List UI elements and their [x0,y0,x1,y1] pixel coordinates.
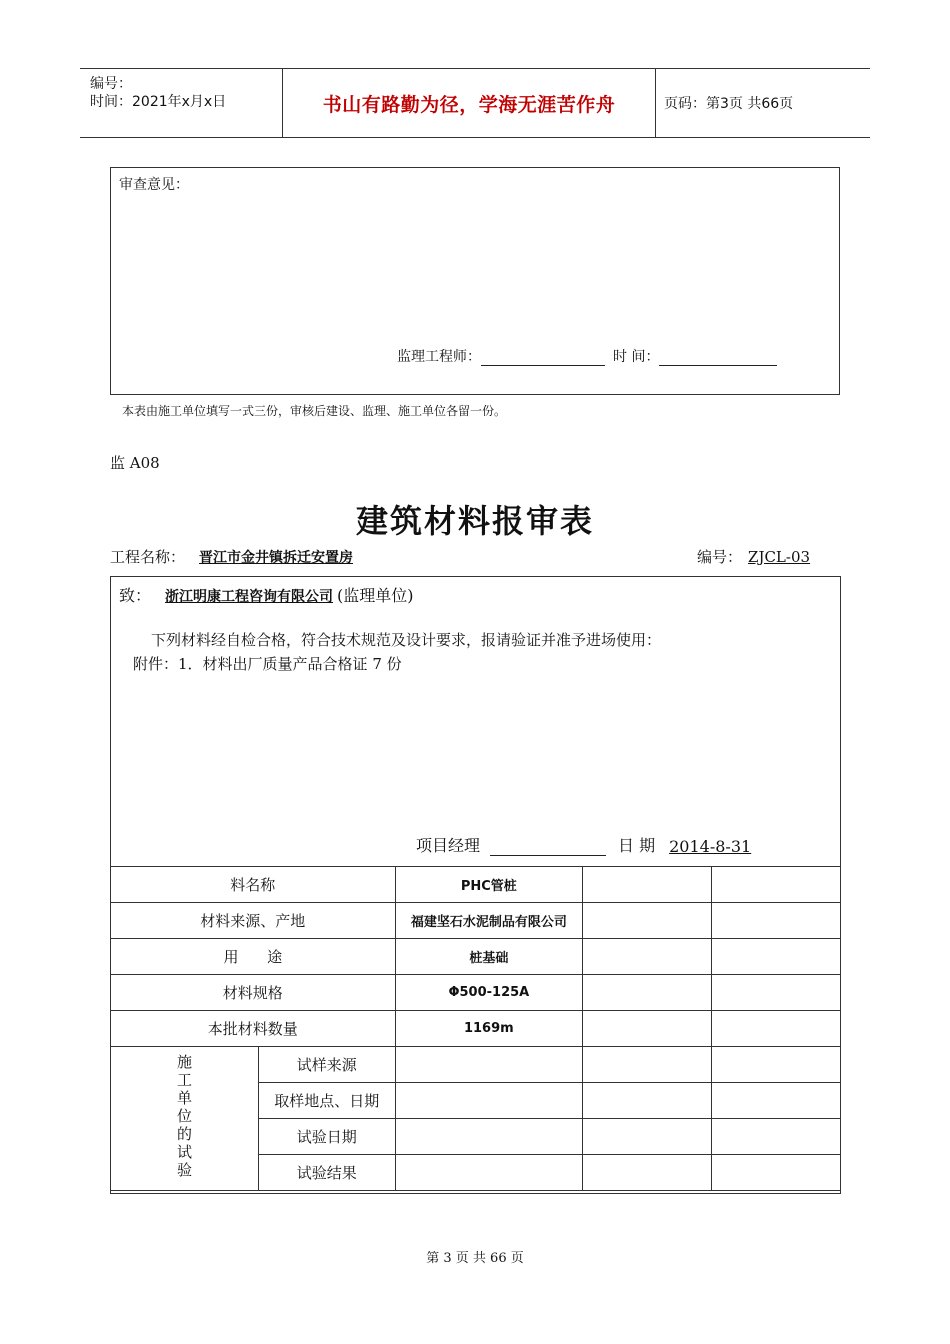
row-value: 1169m [395,1011,582,1047]
number-value: ZJCL-03 [748,548,811,566]
recipient-line [119,583,414,606]
empty-cell[interactable] [712,975,841,1011]
recipient-suffix: (监理单位) [337,586,414,605]
project-name: 晋江市金井镇拆迁安置房 [199,550,354,566]
empty-cell[interactable] [712,1155,841,1191]
to-label: 致： [119,586,152,605]
engineer-label: 监理工程师： [397,349,481,365]
empty-cell[interactable] [712,1119,841,1155]
table-row [111,939,841,975]
project-label: 工程名称： [110,548,186,566]
empty-cell[interactable] [712,867,841,903]
header-meta-cell [80,69,283,137]
empty-cell[interactable] [712,1083,841,1119]
distribution-note: 本表由施工单位填写一式三份，审核后建设、监理、施工单位各留一份。 [122,404,507,418]
statement-text: 下列材料经自检合格，符合技术规范及设计要求，报请验证并准予进场使用： [151,631,662,649]
date-value: 2014-8-31 [669,837,752,856]
group-label-cell [111,1047,259,1191]
review-label: 审查意见： [119,177,189,193]
row-label: 材料规格 [111,975,396,1011]
page-info: 页码：第3页 共66页 [664,96,794,112]
recipient-name: 浙江明康工程咨询有限公司 [165,589,334,605]
form-code: 监 A08 [110,454,160,472]
header-motto-cell [283,69,656,137]
empty-cell[interactable] [583,975,712,1011]
sub-row-label: 取样地点、日期 [259,1083,396,1119]
serial-label: 编号： [90,76,132,92]
engineer-signature-field[interactable] [481,349,605,366]
sub-row-label: 试验日期 [259,1119,396,1155]
empty-cell[interactable] [583,1047,712,1083]
empty-cell[interactable] [583,1119,712,1155]
project-line [110,546,359,567]
material-form [110,576,841,1194]
sub-row-label: 试验结果 [259,1155,396,1191]
page-footer: 第 3 页 共 66 页 [426,1251,524,1266]
material-table [110,866,841,1191]
number-label: 编号： [697,548,743,566]
row-label: 用 途 [111,939,396,975]
time-label: 时间：2021年x月x日 [90,94,227,110]
review-time-label: 时 间： [613,349,660,365]
table-row [111,1047,841,1083]
table-row [111,903,841,939]
date-label: 日 期 [618,836,656,855]
empty-cell[interactable] [583,1155,712,1191]
empty-cell[interactable] [712,939,841,975]
motto: 书山有路勤为径，学海无涯苦作舟 [322,93,616,116]
attachment-text: 附件：1．材料出厂质量产品合格证 7 份 [133,655,402,673]
review-box [110,167,840,395]
empty-cell[interactable] [395,1155,582,1191]
empty-cell[interactable] [712,1011,841,1047]
row-label: 材料来源、产地 [111,903,396,939]
empty-cell[interactable] [395,1119,582,1155]
manager-signature-line [416,833,759,856]
row-label: 本批材料数量 [111,1011,396,1047]
row-value: Φ500-125A [395,975,582,1011]
empty-cell[interactable] [583,1011,712,1047]
row-value: PHC管桩 [395,867,582,903]
page-title: 建筑材料报审表 [355,502,594,540]
empty-cell[interactable] [712,903,841,939]
table-row [111,1011,841,1047]
empty-cell[interactable] [583,939,712,975]
sub-row-label: 试样来源 [259,1047,396,1083]
row-value: 福建坚石水泥制品有限公司 [395,903,582,939]
empty-cell[interactable] [712,1047,841,1083]
group-label: 施工单位的试验 [175,1053,193,1180]
empty-cell[interactable] [583,1083,712,1119]
empty-cell[interactable] [583,903,712,939]
empty-cell[interactable] [583,867,712,903]
row-value: 桩基础 [395,939,582,975]
pm-signature-field[interactable] [490,839,606,856]
pm-label: 项目经理 [416,836,481,855]
header-page-cell [656,69,870,137]
number-line [697,546,816,567]
review-time-field[interactable] [659,349,777,366]
table-row [111,975,841,1011]
row-label: 料名称 [111,867,396,903]
empty-cell[interactable] [395,1047,582,1083]
table-row [111,867,841,903]
review-signature-line [397,346,777,366]
empty-cell[interactable] [395,1083,582,1119]
page-header [80,68,870,138]
